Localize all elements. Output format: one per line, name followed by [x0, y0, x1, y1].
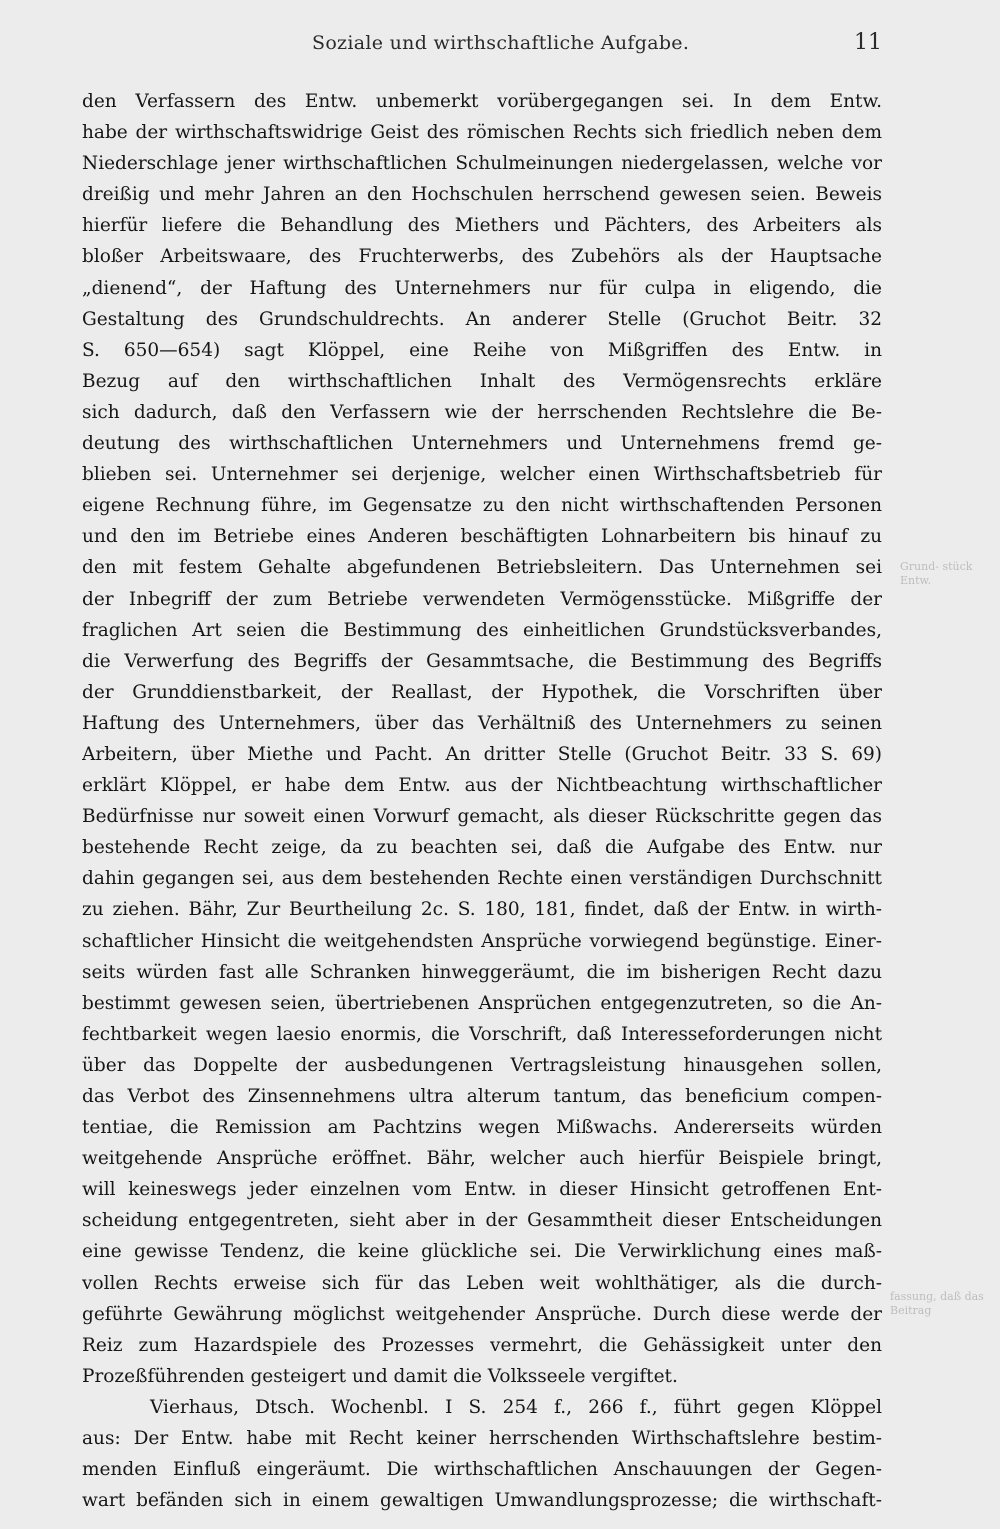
text-line: Arbeitern, über Miethe und Pacht. An dritter Stelle (Gruchot Beitr. 33 S. 69) — [82, 743, 882, 765]
text-line: der Grunddienstbarkeit, der Reallast, der Hypothek, die Vorschriften über — [82, 681, 882, 703]
margin-bleedthrough-note: Grund- stück Entw. — [900, 560, 973, 587]
text-line: Bedürfnisse nur soweit einen Vorwurf gemacht, als dieser Rückschritte gegen das — [82, 806, 882, 828]
text-line: dreißig und mehr Jahren an den Hochschulen herrschend gewesen seien. Beweis — [82, 184, 882, 206]
text-line: wart befänden sich in einem gewaltigen Umwandlungsprozesse; die wirthschaft- — [82, 1490, 882, 1512]
margin-bleedthrough-note: fassung, daß das Beitrag — [890, 1290, 984, 1317]
text-line: eigene Rechnung führe, im Gegensatze zu den nicht wirthschaftenden Personen — [82, 495, 882, 517]
text-line: habe der wirthschaftswidrige Geist des römischen Rechts sich friedlich neben dem — [82, 122, 882, 144]
text-line: hierfür liefere die Behandlung des Miethers und Pächters, des Arbeiters als — [82, 215, 882, 237]
text-line: Haftung des Unternehmers, über das Verhältniß des Unternehmers zu seinen — [82, 712, 882, 734]
text-line: tentiae, die Remission am Pachtzins wegen Mißwachs. Andererseits würden — [82, 1117, 882, 1139]
text-line: blieben sei. Unternehmer sei derjenige, welcher einen Wirthschaftsbetrieb für — [82, 464, 882, 486]
page-number: 11 — [854, 30, 882, 55]
text-line: menden Einfluß eingeräumt. Die wirthschaftlichen Anschauungen der Gegen- — [82, 1459, 882, 1481]
text-line: bestimmt gewesen seien, übertriebenen Ansprüchen entgegenzutreten, so die An- — [82, 992, 882, 1014]
text-line: Niederschlage jener wirthschaftlichen Schulmeinungen niedergelassen, welche vor — [82, 153, 882, 175]
text-line: den Verfassern des Entw. unbemerkt vorübergegangen sei. In dem Entw. — [82, 91, 882, 112]
text-line: Prozeßführenden gesteigert und damit die Volksseele vergiftet. — [82, 1365, 678, 1387]
text-line: seits würden fast alle Schranken hinweggeräumt, die im bisherigen Recht dazu — [82, 961, 882, 983]
text-line: fraglichen Art seien die Bestimmung des einheitlichen Grundstücksverbandes, — [82, 619, 882, 641]
body-text — [82, 86, 882, 1516]
text-line: weitgehende Ansprüche eröffnet. Bähr, welcher auch hierfür Beispiele bringt, — [82, 1148, 882, 1170]
text-line: S. 650—654) sagt Klöppel, eine Reihe von Mißgriffen des Entw. in — [82, 339, 882, 361]
text-line: über das Doppelte der ausbedungenen Vertragsleistung hinausgehen sollen, — [82, 1054, 882, 1076]
text-line: und den im Betriebe eines Anderen beschäftigten Lohnarbeitern bis hinauf zu — [82, 526, 882, 548]
text-line: fechtbarkeit wegen laesio enormis, die Vorschrift, daß Interesseforderungen nicht — [82, 1023, 882, 1045]
text-line: eine gewisse Tendenz, die keine glückliche sei. Die Verwirklichung eines maß- — [82, 1241, 882, 1263]
text-line: scheidung entgegentreten, sieht aber in der Gesammtheit dieser Entscheidungen — [82, 1210, 882, 1232]
text-line: sich dadurch, daß den Verfassern wie der herrschenden Rechtslehre die Be- — [82, 401, 882, 423]
text-line: Vierhaus, Dtsch. Wochenbl. I S. 254 f., 266 f., führt gegen Klöppel — [150, 1396, 882, 1418]
text-line: Reiz zum Hazardspiele des Prozesses vermehrt, die Gehässigkeit unter den — [82, 1334, 882, 1356]
page-header — [300, 30, 882, 62]
text-line: dahin gegangen sei, aus dem bestehenden Rechte einen verständigen Durchschnitt — [82, 868, 882, 890]
text-line: bestehende Recht zeige, da zu beachten sei, daß die Aufgabe des Entw. nur — [82, 837, 882, 859]
text-line: aus: Der Entw. habe mit Recht keiner herrschenden Wirthschaftslehre bestim- — [82, 1428, 882, 1450]
text-line: vollen Rechts erweise sich für das Leben weit wohlthätiger, als die durch- — [82, 1272, 882, 1294]
running-title: Soziale und wirthschaftliche Aufgabe. — [312, 32, 690, 54]
text-line: zu ziehen. Bähr, Zur Beurtheilung 2c. S. 180, 181, findet, daß der Entw. in wirth- — [82, 899, 882, 921]
text-line: bloßer Arbeitswaare, des Fruchterwerbs, des Zubehörs als der Hauptsache — [82, 246, 882, 268]
text-line: das Verbot des Zinsennehmens ultra alterum tantum, das beneficium compen- — [82, 1086, 882, 1107]
text-line: die Verwerfung des Begriffs der Gesammtsache, die Bestimmung des Begriffs — [82, 650, 882, 672]
text-line: Gestaltung des Grundschuldrechts. An anderer Stelle (Gruchot Beitr. 32 — [82, 308, 882, 330]
text-line: deutung des wirthschaftlichen Unternehmers und Unternehmens fremd ge- — [82, 433, 882, 455]
text-line: Bezug auf den wirthschaftlichen Inhalt des Vermögensrechts erkläre — [82, 370, 882, 392]
text-line: geführte Gewährung möglichst weitgehender Ansprüche. Durch diese werde der — [82, 1303, 882, 1325]
text-line: „dienend“, der Haftung des Unternehmers nur für culpa in eligendo, die — [82, 277, 882, 299]
text-line: erklärt Klöppel, er habe dem Entw. aus der Nichtbeachtung wirthschaftlicher — [82, 775, 882, 797]
text-line: schaftlicher Hinsicht die weitgehendsten Ansprüche vorwiegend begünstige. Einer- — [82, 930, 882, 952]
text-line: der Inbegriff der zum Betriebe verwendeten Vermögensstücke. Mißgriffe der — [82, 588, 882, 610]
text-line: den mit festem Gehalte abgefundenen Betriebsleitern. Das Unternehmen sei — [82, 557, 882, 579]
text-line: will keineswegs jeder einzelnen vom Entw. in dieser Hinsicht getroffenen Ent- — [82, 1179, 882, 1201]
